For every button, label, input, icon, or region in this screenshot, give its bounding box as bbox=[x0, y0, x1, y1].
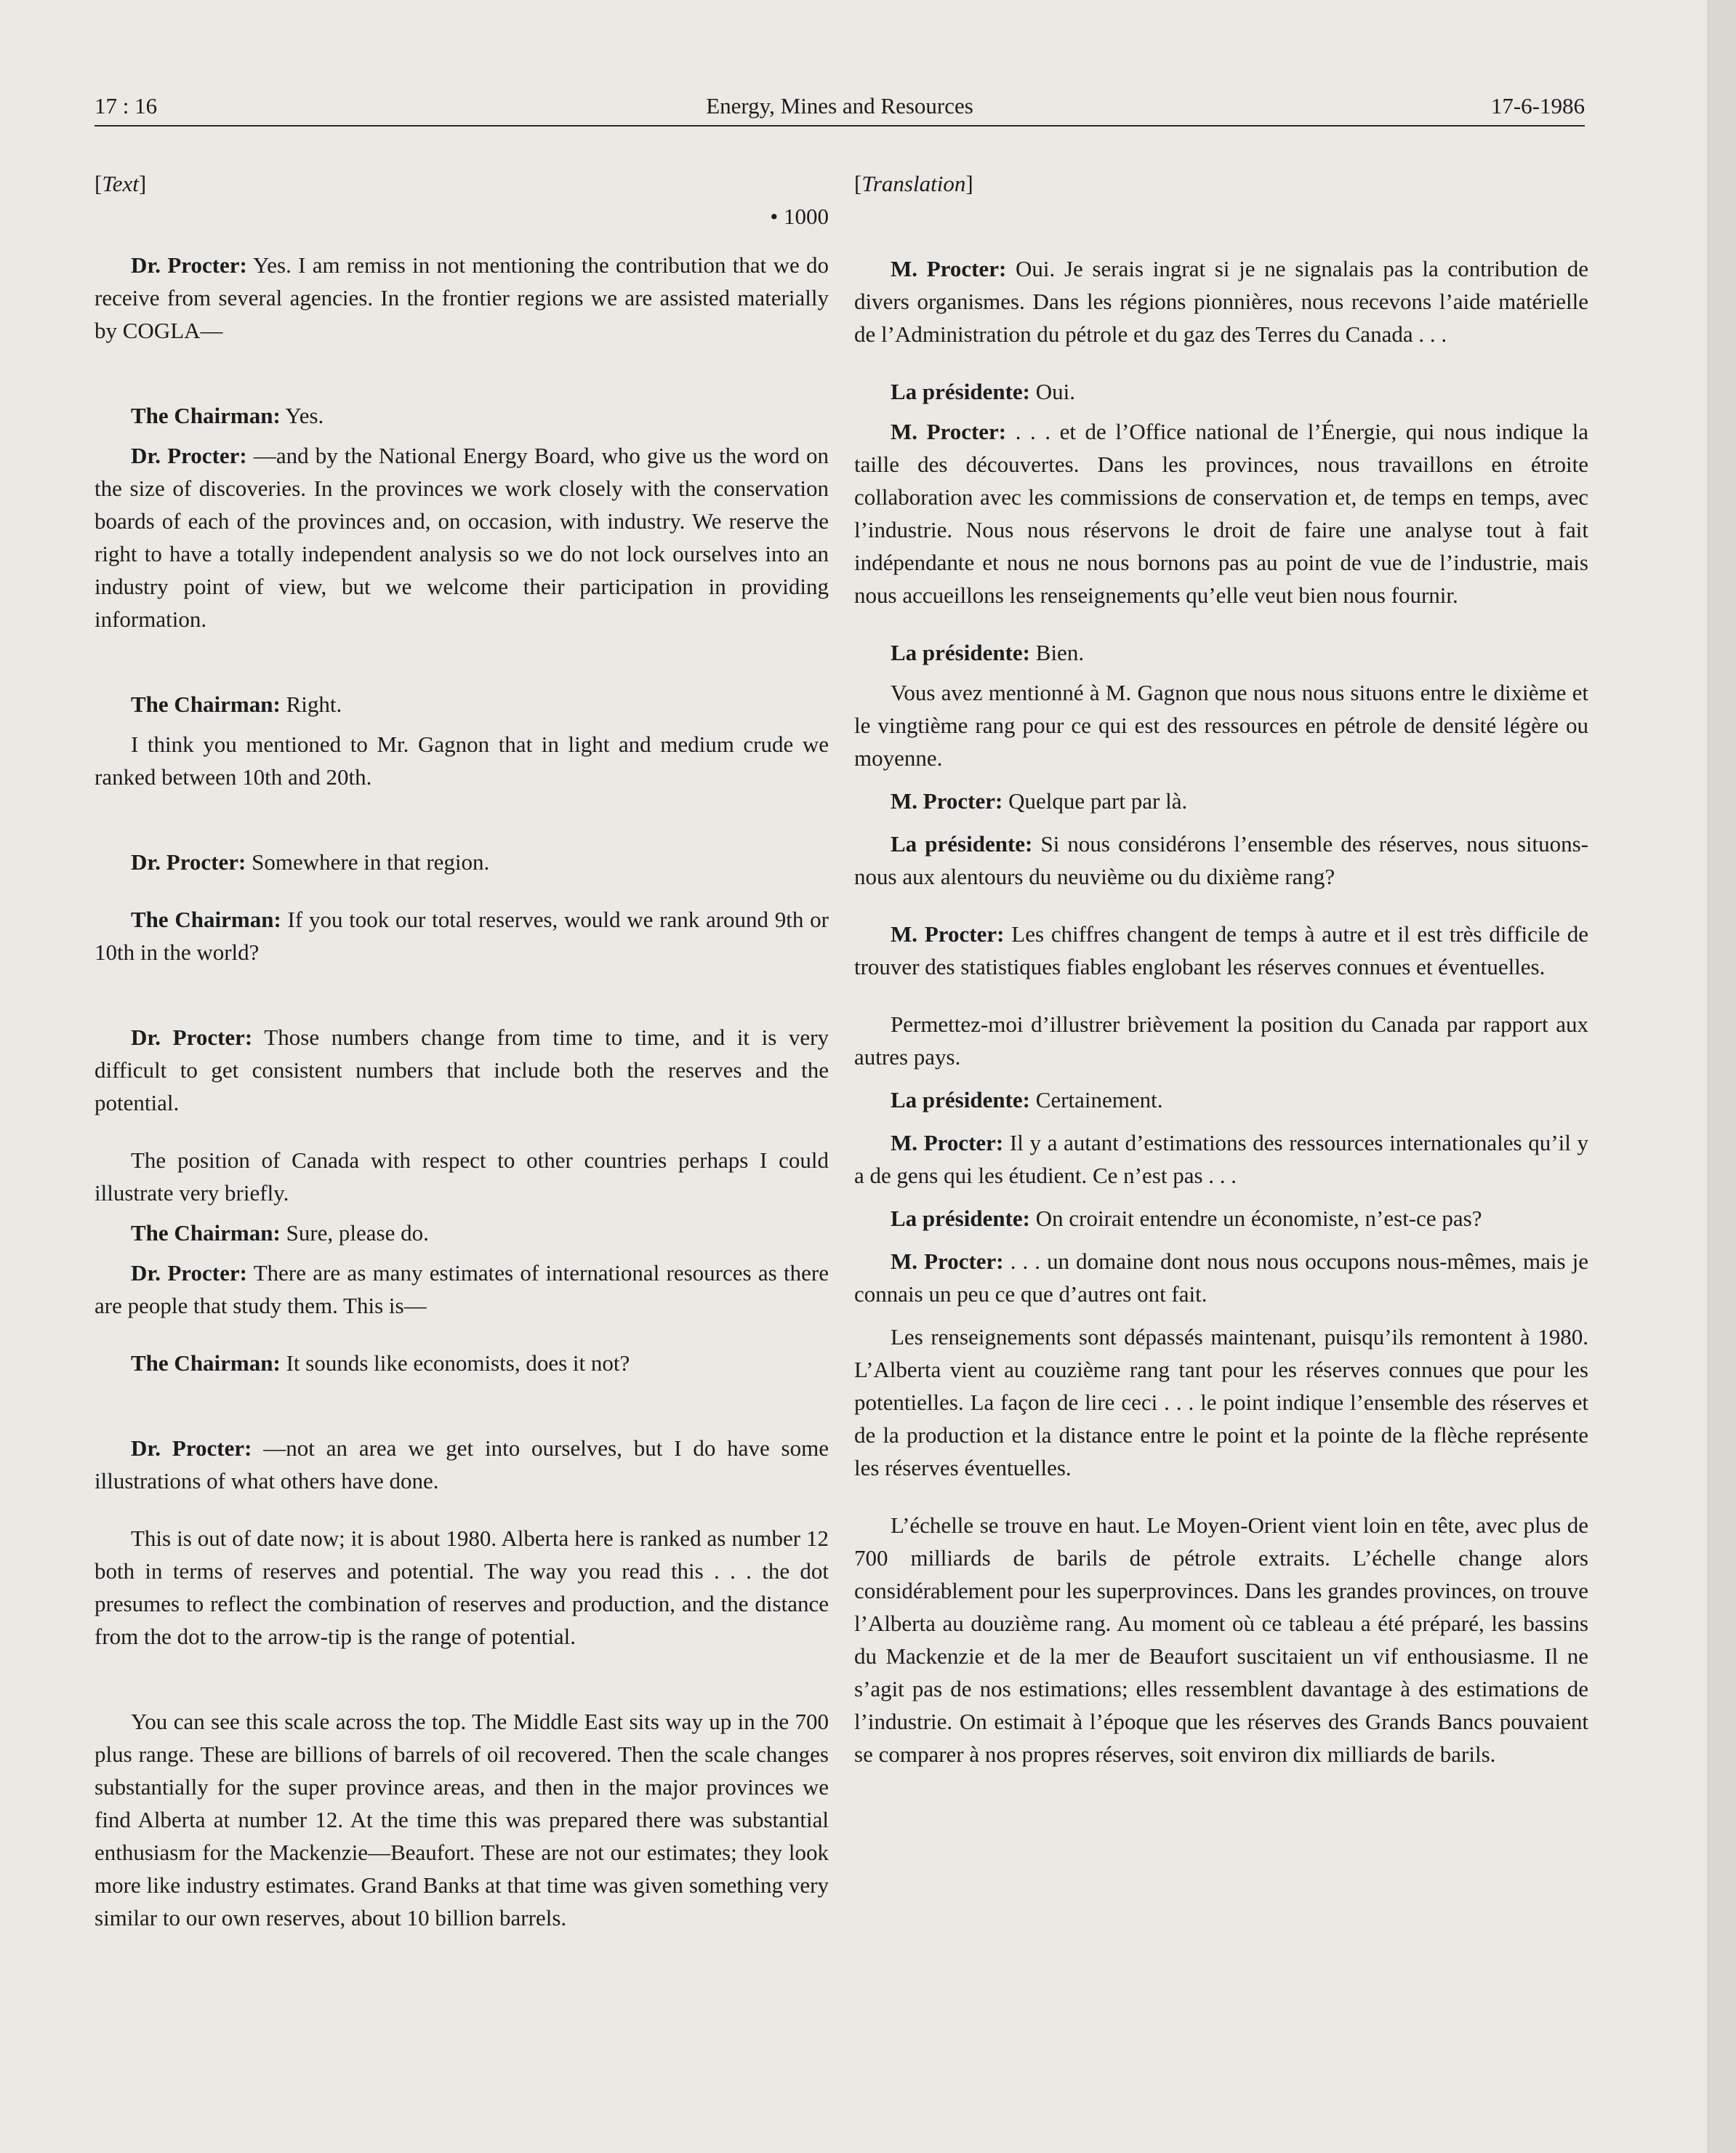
paragraph: M. Procter: . . . et de l’Office national de l’Énergie, qui nous indique la taille des découvertes. Dans les provinces, nous travaillons en étroite collaboration avec les commissions de conservation et, de temps en temps, avec l’industrie. Nous nous réservons le droit de faire une analyse tout à fait indépendante et nous ne nous bornons pas au point de vue de l’industrie, mais nous accueillons les renseignements qu’elle veut bien nous fournir. bbox=[854, 419, 1588, 608]
speaker: M. Procter: bbox=[891, 419, 1007, 444]
speaker: M. Procter: bbox=[891, 788, 1003, 814]
speaker: Dr. Procter: bbox=[131, 443, 247, 468]
paragraph: This is out of date now; it is about 1980. Alberta here is ranked as number 12 both in terms of reserves and potential. The way you read this . . . the dot presumes to reflect the combination of reserves and production, and the distance from the dot to the arrow-tip is the range of potential. bbox=[95, 1525, 829, 1649]
paragraph: La présidente: Bien. bbox=[891, 640, 1085, 665]
speaker: La présidente: bbox=[891, 640, 1031, 665]
paragraph: M. Procter: . . . un domaine dont nous nous occupons nous-mêmes, mais je connais un peu ce que d’autres ont fait. bbox=[854, 1248, 1589, 1307]
paragraph: Dr. Procter: —not an area we get into ourselves, but I do have some illustrations of what others have done. bbox=[95, 1435, 829, 1494]
paragraph: M. Procter: Oui. Je serais ingrat si je ne signalais pas la contribution de divers organismes. Dans les régions pionnières, nous recevons l’aide matérielle de l’Administration du pétrole et du gaz des Terres du Canada . . . bbox=[854, 256, 1588, 347]
paragraph: Dr. Procter: —and by the National Energy Board, who give us the word on the size of discoveries. In the provinces we work closely with the conservation boards of each of the provinces and, on occasion, with industry. We reserve the right to have a totally independent analysis so we do not lock ourselves into an industry point of view, but we welcome their participation in providing information. bbox=[95, 443, 829, 632]
paragraph: The Chairman: If you took our total reserves, would we rank around 9th or 10th in the world? bbox=[95, 907, 829, 965]
speaker: Dr. Procter: bbox=[131, 849, 246, 875]
paragraph: Dr. Procter: Somewhere in that region. bbox=[131, 849, 490, 875]
right-column bbox=[854, 167, 1588, 1771]
paragraph: Dr. Procter: There are as many estimates of international resources as there are people that study them. This is— bbox=[95, 1260, 829, 1318]
paragraph: The Chairman: Yes. bbox=[131, 403, 324, 428]
speaker: M. Procter: bbox=[891, 256, 1007, 281]
speaker: The Chairman: bbox=[131, 403, 281, 428]
speaker: The Chairman: bbox=[131, 1220, 281, 1246]
paragraph: Vous avez mentionné à M. Gagnon que nous nous situons entre le dixième et le vingtième rang pour ce qui est des ressources en pétrole de densité légère ou moyenne. bbox=[854, 680, 1588, 771]
publication-title: Energy, Mines and Resources bbox=[706, 93, 973, 119]
paragraph: M. Procter: Il y a autant d’estimations des ressources internationales qu’il y a de gens qui les étudient. Ce n’est pas . . . bbox=[854, 1130, 1588, 1188]
page-header bbox=[95, 89, 1585, 127]
paragraph: L’échelle se trouve en haut. Le Moyen-Orient vient loin en tête, avec plus de 700 milliards de barils de pétrole extraits. L’échelle change alors considérablement pour les superprovinces. Dans les grandes provinces, on trouve l’Alberta au douzième rang. Au moment où ce tableau a été préparé, les bassins du Mackenzie et de la mer de Beaufort suscitaient un vif enthousiasme. Il ne s’agit pas de nos estimations; elles ressemblent davantage à des estimations de l’industrie. On estimait à l’époque que les réserves des Grands Bancs pouvaient se comparer à nos propres réserves, soit environ dix milliards de barils. bbox=[854, 1512, 1588, 1767]
left-column bbox=[95, 167, 829, 1934]
speaker: M. Procter: bbox=[891, 1130, 1004, 1155]
speaker: The Chairman: bbox=[131, 1350, 281, 1376]
paragraph: The Chairman: It sounds like economists, does it not? bbox=[131, 1350, 630, 1376]
page-date: 17-6-1986 bbox=[1490, 93, 1585, 119]
paragraph: The Chairman: Sure, please do. bbox=[131, 1220, 429, 1246]
page-number: 17 : 16 bbox=[95, 93, 158, 119]
paragraph: La présidente: Oui. bbox=[891, 379, 1076, 404]
paragraph: Dr. Procter: Those numbers change from time to time, and it is very difficult to get consistent numbers that include both the reserves and the potential. bbox=[95, 1025, 829, 1115]
paragraph: M. Procter: Les chiffres changent de temps à autre et il est très difficile de trouver des statistiques fiables englobant les réserves connues et éventuelles. bbox=[854, 921, 1588, 979]
paragraph: La présidente: On croirait entendre un économiste, n’est-ce pas? bbox=[891, 1206, 1482, 1231]
speaker: The Chairman: bbox=[131, 907, 281, 932]
speaker: M. Procter: bbox=[891, 1248, 1004, 1274]
paragraph: Dr. Procter: Yes. I am remiss in not mentioning the contribution that we do receive from several agencies. In the frontier regions we are assisted materially by COGLA— bbox=[95, 252, 829, 343]
speaker: Dr. Procter: bbox=[131, 1435, 252, 1461]
speaker: M. Procter: bbox=[891, 921, 1005, 947]
paragraph: Permettez-moi d’illustrer brièvement la position du Canada par rapport aux autres pays. bbox=[854, 1011, 1588, 1070]
paragraph: The position of Canada with respect to other countries perhaps I could illustrate very briefly. bbox=[95, 1147, 829, 1206]
speaker: La présidente: bbox=[891, 1087, 1031, 1112]
speaker: Dr. Procter: bbox=[131, 252, 247, 278]
translation-label: [Translation] bbox=[854, 171, 973, 196]
speaker: La présidente: bbox=[891, 831, 1033, 857]
time-marker: • 1000 bbox=[770, 204, 829, 229]
paragraph: Les renseignements sont dépassés maintenant, puisqu’ils remontent à 1980. L’Alberta vient au couzième rang tant pour les réserves connues que pour les potentielles. La façon de lire ceci . . . le point indique l’ensemble des réserves et de la production et la distance entre le point et la pointe de la flèche représente les réserves éventuelles. bbox=[854, 1324, 1588, 1480]
speaker: The Chairman: bbox=[131, 691, 281, 717]
speaker: La présidente: bbox=[891, 1206, 1031, 1231]
speaker: Dr. Procter: bbox=[131, 1260, 247, 1286]
paragraph: The Chairman: Right. bbox=[131, 691, 342, 717]
text-label: [Text] bbox=[95, 171, 147, 196]
paragraph: You can see this scale across the top. The Middle East sits way up in the 700 plus range. These are billions of barrels of oil recovered. Then the scale changes substantially for the super province areas, and then in the major provinces we find Alberta at number 12. At the time this was prepared there was substantial enthusiasm for the Mackenzie—Beaufort. These are not our estimates; they look more like industry estimates. Grand Banks at that time was given something very similar to our own reserves, about 10 billion barrels. bbox=[95, 1709, 829, 1931]
paragraph: M. Procter: Quelque part par là. bbox=[891, 788, 1188, 814]
paragraph: I think you mentioned to Mr. Gagnon that in light and medium crude we ranked between 10th and 20th. bbox=[95, 731, 829, 790]
paragraph: La présidente: Si nous considérons l’ensemble des réserves, nous situons-nous aux alentours du neuvième ou du dixième rang? bbox=[854, 831, 1588, 889]
speaker: La présidente: bbox=[891, 379, 1031, 404]
paragraph: La présidente: Certainement. bbox=[891, 1087, 1163, 1112]
speaker: Dr. Procter: bbox=[131, 1025, 253, 1050]
page-edge bbox=[1707, 0, 1736, 2153]
